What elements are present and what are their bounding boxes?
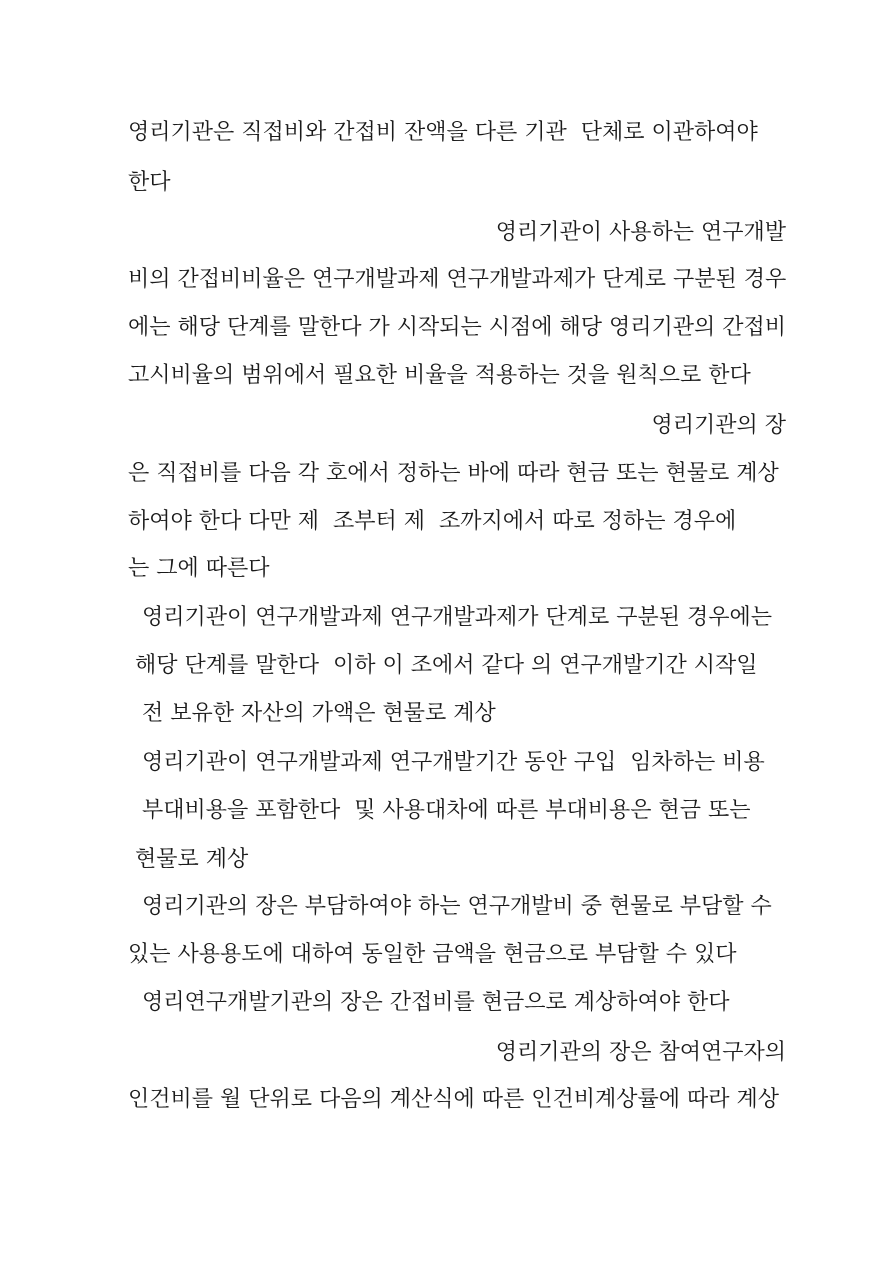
body-text-line: 영리기관의 장 [651, 413, 786, 438]
body-text-line: 비의 간접비비율은 연구개발과제 연구개발과제가 단계로 구분된 경우 [128, 267, 787, 292]
list-item-text: 전 보유한 자산의 가액은 현물로 계상 [128, 701, 496, 726]
body-text-line: 하여야 한다 다만 제 조부터 제 조까지에서 따로 정하는 경우에 [128, 509, 737, 534]
body-text-line: 은 직접비를 다음 각 호에서 정하는 바에 따라 현금 또는 현물로 계상 [128, 461, 779, 486]
list-item-text: 현물로 계상 [128, 847, 249, 872]
body-text-line: 영리기관의 장은 참여연구자의 [495, 1040, 786, 1065]
body-text-line: 한다 [128, 170, 171, 195]
body-text-line: 영리기관의 장은 부담하여야 하는 연구개발비 중 현물로 부담할 수 [128, 894, 772, 919]
body-text-line: 고시비율의 범위에서 필요한 비율을 적용하는 것을 원칙으로 한다 [128, 363, 751, 388]
list-item-text: 영리기관이 연구개발과제 연구개발기간 동안 구입 임차하는 비용 [128, 750, 765, 775]
body-text-line: 는 그에 따른다 [128, 556, 270, 581]
body-text-line: 영리기관이 사용하는 연구개발 [495, 220, 786, 245]
body-text-line: 에는 해당 단계를 말한다 가 시작되는 시점에 해당 영리기관의 간접비 [128, 315, 786, 340]
list-item-text: 부대비용을 포함한다 및 사용대차에 따른 부대비용은 현금 또는 [128, 798, 751, 823]
list-item-text: 영리기관이 연구개발과제 연구개발과제가 단계로 구분된 경우에는 [128, 605, 773, 630]
body-text-line: 영리연구개발기관의 장은 간접비를 현금으로 계상하여야 한다 [128, 990, 730, 1015]
body-text-line: 영리기관은 직접비와 간접비 잔액을 다른 기관 단체로 이관하여야 [128, 120, 758, 145]
body-text-line: 있는 사용용도에 대하여 동일한 금액을 현금으로 부담할 수 있다 [128, 942, 737, 967]
list-item-text: 해당 단계를 말한다 이하 이 조에서 같다 의 연구개발기간 시작일 [128, 653, 758, 678]
body-text-line: 인건비를 월 단위로 다음의 계산식에 따른 인건비계상률에 따라 계상 [128, 1087, 780, 1112]
